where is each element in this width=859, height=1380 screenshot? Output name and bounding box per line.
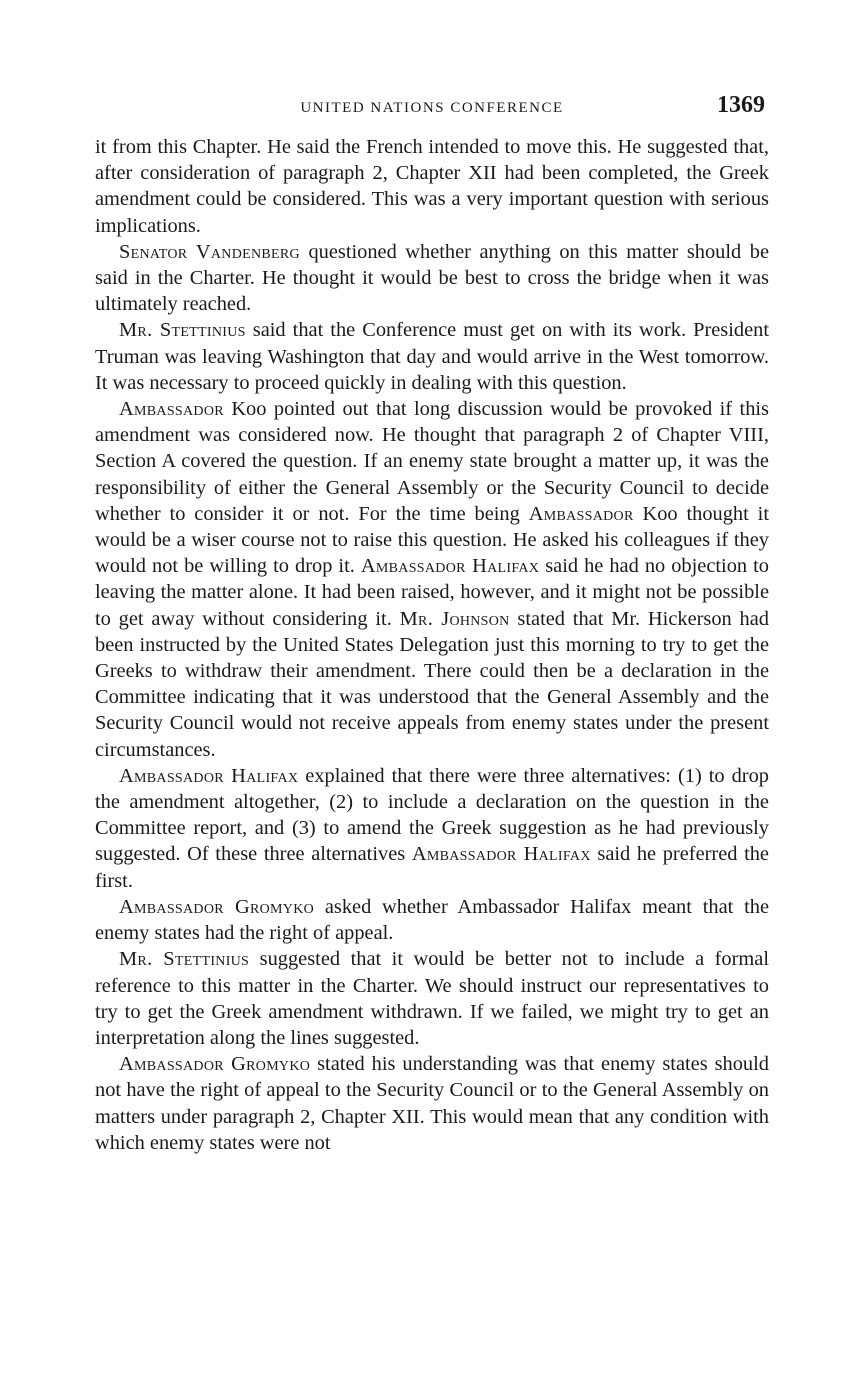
paragraph-text: explained that there were three alternatives: (1) to drop the amendment altogether, (2) to include a declaration on the question in the Committee report, and (3) to amend the Greek suggestion as he had previously suggested. Of these three alternatives (95, 764, 769, 866)
paragraph-text: Koo pointed out that long discussion would be provoked if this amendment was considered now. He thought that paragraph 2 of Chapter VIII, Section A covered the question. If an enemy state brought a matter up, it was the responsibility of either the General Assembly or the Security Council to decide whether to consider it or not. For the time being (95, 398, 769, 525)
paragraph-stettinius-suggestion (95, 946, 769, 1051)
speaker-name: Senator Vandenberg (119, 240, 300, 263)
speaker-name: Ambassador Gromyko (119, 895, 315, 918)
page-number: 1369 (717, 92, 765, 118)
paragraph-halifax (95, 763, 769, 894)
document-page (95, 92, 769, 1156)
paragraph-koo (95, 396, 769, 763)
paragraph-text: asked whether Ambassador Halifax meant that the enemy states had the right of appeal. (95, 895, 769, 945)
paragraph-text: said he preferred the first. (95, 843, 769, 892)
paragraph-text: said that the Conference must get on with its work. President Truman was leaving Washington that day and would arrive in the West tomorrow. It was necessary to proceed quickly in dealing with this question. (95, 319, 769, 394)
paragraph-text: stated that Mr. Hickerson had been instructed by the United States Delegation just this morning to try to get the Greeks to withdraw their amendment. There could then be a declaration in the Committee indicating that it was understood that the General Assembly and the Security Council would not receive appeals from enemy states under the present circumstances. (95, 607, 769, 761)
paragraph-gromyko-question (95, 894, 769, 946)
paragraph-text: said he had no objection to leaving the matter alone. It had been raised, however, and it might not be possible to get away without considering it. (95, 555, 770, 630)
document-body (95, 134, 769, 1156)
paragraph-continuation (95, 134, 769, 239)
paragraph-gromyko-understanding (95, 1051, 769, 1156)
paragraph-stettinius (95, 317, 769, 396)
speaker-name: Ambassador (119, 398, 224, 421)
speaker-name: Mr. Stettinius (119, 319, 246, 342)
paragraph-text: it from this Chapter. He said the French intended to move this. He suggested that, after consideration of paragraph 2, Chapter XII had been completed, the Greek amendment could be considered. This was a very important question with serious implications. (95, 136, 769, 237)
running-header (95, 92, 769, 126)
paragraph-text: suggested that it would be better not to include a formal reference to this matter in the Charter. We should instruct our representatives to try to get the Greek amendment withdrawn. If we failed, we might try to get an interpretation along the lines suggested. (95, 948, 769, 1049)
paragraph-vandenberg (95, 239, 769, 318)
paragraph-text: Koo thought it would be a wiser course not to raise this question. He asked his colleagues if they would not be willing to drop it. (95, 502, 770, 578)
speaker-name: Ambassador Halifax (119, 764, 299, 787)
paragraph-text: questioned whether anything on this matter should be said in the Charter. He thought it would be best to cross the bridge when it was ultimately reached. (95, 240, 769, 316)
speaker-name: Ambassador Halifax (411, 843, 591, 866)
paragraph-text: stated his understanding was that enemy states should not have the right of appeal to the Security Council or to the General Assembly on matters under paragraph 2, Chapter XII. This would mean that any condition with which enemy states were not (95, 1053, 769, 1154)
speaker-name: Mr. Stettinius (119, 948, 250, 971)
running-title: UNITED NATIONS CONFERENCE (300, 100, 564, 116)
speaker-name: Ambassador Halifax (360, 555, 540, 578)
speaker-name: Ambassador Gromyko (119, 1053, 311, 1076)
speaker-name: Mr. Johnson (399, 607, 510, 630)
speaker-name: Ambassador (528, 502, 634, 525)
